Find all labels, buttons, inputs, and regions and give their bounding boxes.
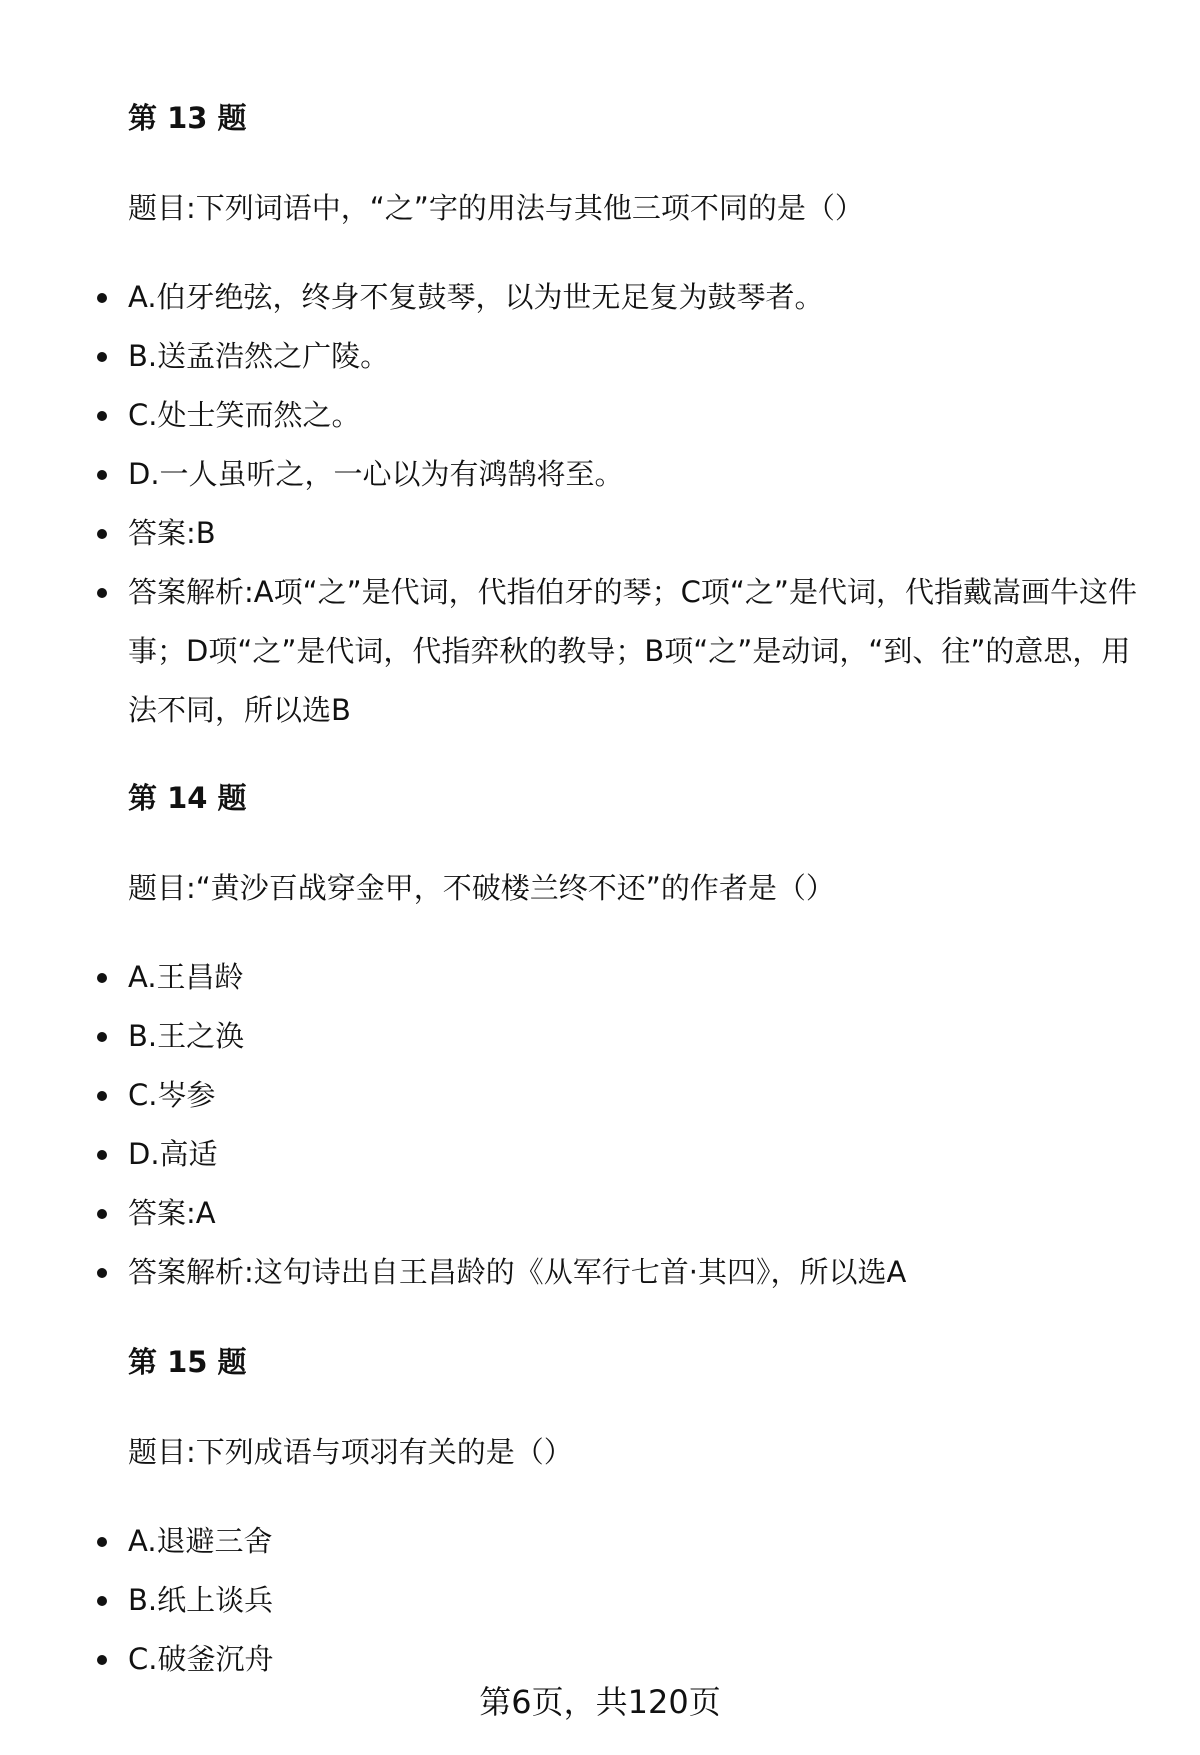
option-a: A.王昌龄 bbox=[0, 948, 1200, 1007]
option-b: B.纸上谈兵 bbox=[0, 1571, 1200, 1630]
answer: 答案:B bbox=[0, 504, 1200, 563]
bullet-icon bbox=[97, 1091, 107, 1101]
answer-explanation: 答案解析:A项“之”是代词，代指伯牙的琴；C项“之”是代词，代指戴嵩画牛这件事；D项“之”是代词，代指弈秋的教导；B项“之”是动词，“到、往”的意思，用法不同，所以选B bbox=[0, 563, 1200, 740]
answer-explanation: 答案解析:这句诗出自王昌龄的《从军行七首·其四》，所以选A bbox=[0, 1243, 1200, 1302]
bullet-icon bbox=[97, 588, 107, 598]
bullet-icon bbox=[97, 411, 107, 421]
option-c: C.处士笑而然之。 bbox=[0, 386, 1200, 445]
bullet-icon bbox=[97, 1268, 107, 1278]
option-list bbox=[0, 268, 1200, 740]
question-title: 第 14 题 bbox=[128, 781, 247, 815]
option-a: A.退避三舍 bbox=[0, 1512, 1200, 1571]
question-stem: 题目:下列成语与项羽有关的是（） bbox=[128, 1435, 573, 1469]
option-a: A.伯牙绝弦，终身不复鼓琴，以为世无足复为鼓琴者。 bbox=[0, 268, 1200, 327]
page-footer: 第6页，共120页 bbox=[479, 1683, 721, 1721]
option-list bbox=[0, 1512, 1200, 1689]
option-d: D.高适 bbox=[0, 1125, 1200, 1184]
question-title: 第 13 题 bbox=[128, 101, 247, 135]
question-stem: 题目:“黄沙百战穿金甲，不破楼兰终不还”的作者是（） bbox=[128, 871, 835, 905]
bullet-icon bbox=[97, 352, 107, 362]
bullet-icon bbox=[97, 1032, 107, 1042]
bullet-icon bbox=[97, 529, 107, 539]
question-stem: 题目:下列词语中，“之”字的用法与其他三项不同的是（） bbox=[128, 191, 864, 225]
bullet-icon bbox=[97, 1596, 107, 1606]
bullet-icon bbox=[97, 1209, 107, 1219]
bullet-icon bbox=[97, 1655, 107, 1665]
bullet-icon bbox=[97, 973, 107, 983]
bullet-icon bbox=[97, 293, 107, 303]
option-b: B.送孟浩然之广陵。 bbox=[0, 327, 1200, 386]
option-c: C.破釜沉舟 bbox=[0, 1630, 1200, 1689]
bullet-icon bbox=[97, 470, 107, 480]
option-list bbox=[0, 948, 1200, 1302]
option-b: B.王之涣 bbox=[0, 1007, 1200, 1066]
bullet-icon bbox=[97, 1150, 107, 1160]
option-d: D.一人虽听之，一心以为有鸿鹄将至。 bbox=[0, 445, 1200, 504]
question-title: 第 15 题 bbox=[128, 1345, 247, 1379]
bullet-icon bbox=[97, 1537, 107, 1547]
answer: 答案:A bbox=[0, 1184, 1200, 1243]
option-c: C.岑参 bbox=[0, 1066, 1200, 1125]
